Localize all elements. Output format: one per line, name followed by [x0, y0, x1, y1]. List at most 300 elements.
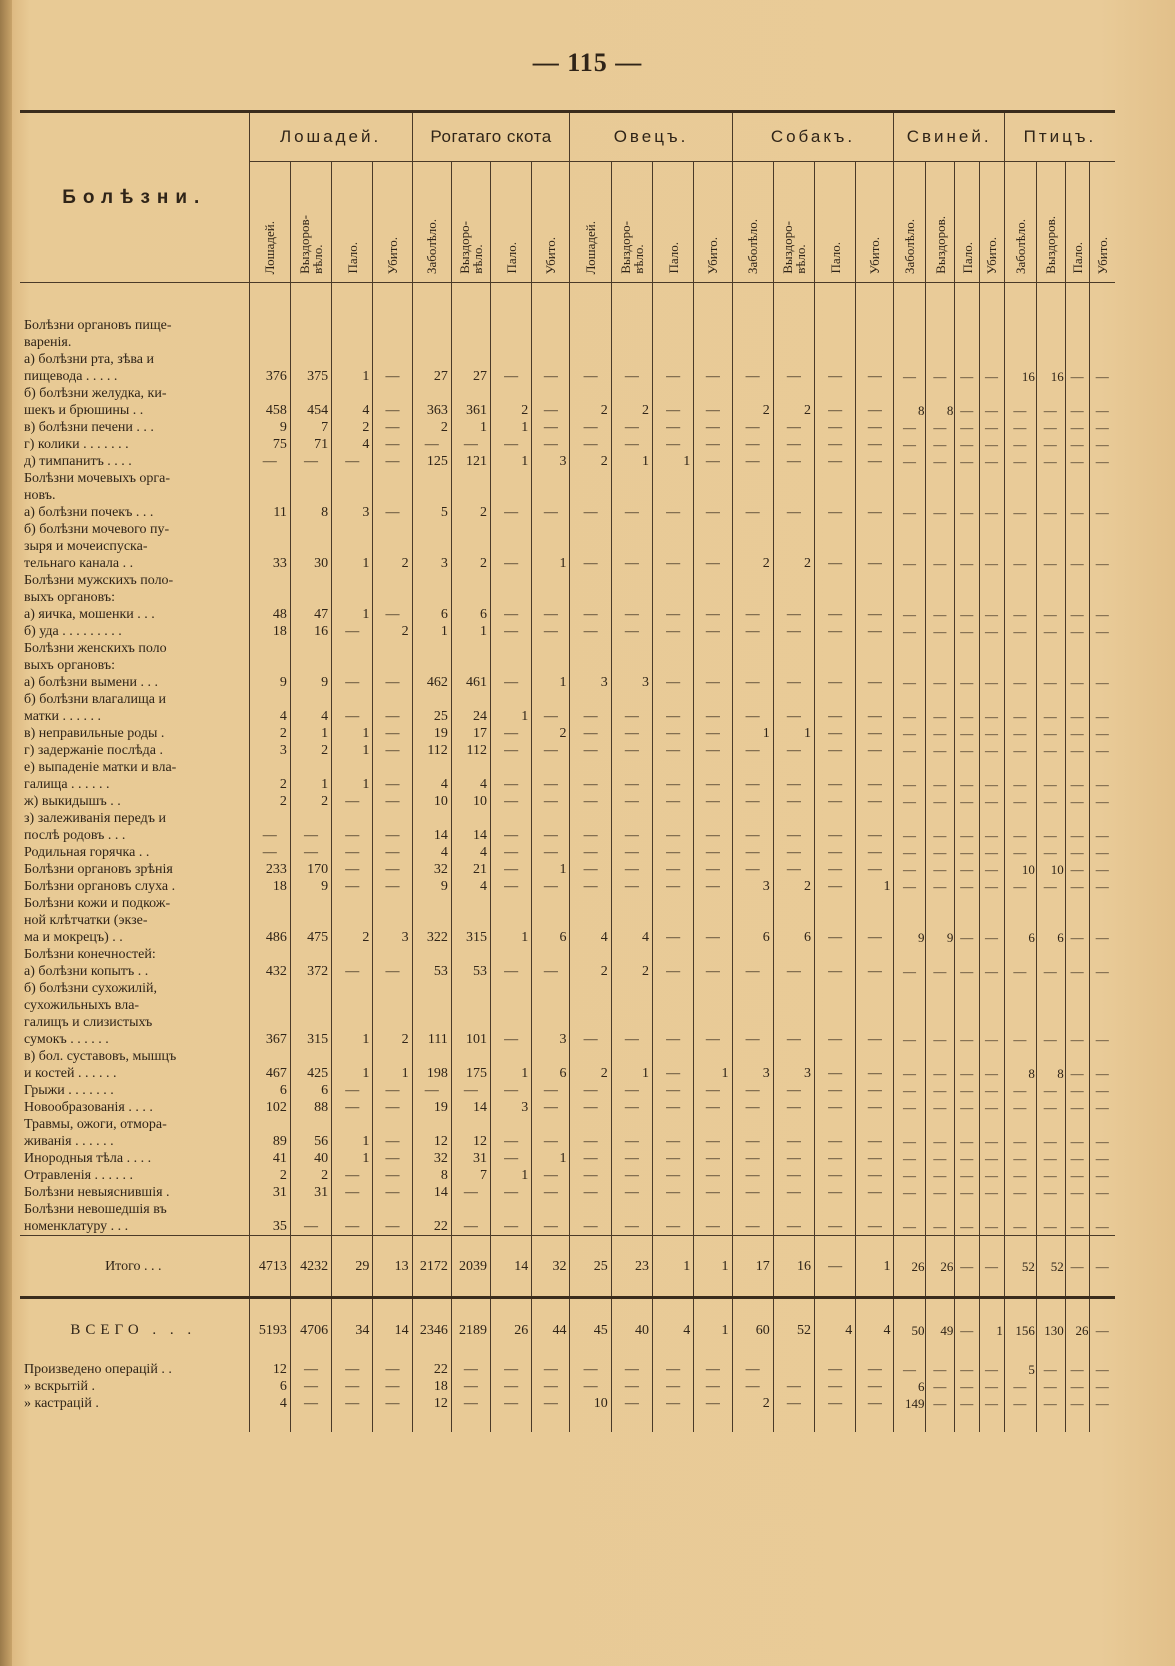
value-cell: —	[332, 844, 373, 861]
value-cell: 1	[332, 980, 373, 1048]
value-cell: 9	[249, 674, 290, 691]
value-cell: 27	[412, 351, 451, 385]
value-cell: 2	[373, 623, 412, 640]
value-cell: —	[694, 1395, 732, 1412]
disease-label: » кастрацій .	[24, 1396, 99, 1411]
value-cell: —	[694, 436, 732, 453]
value-cell: —	[856, 963, 894, 980]
value-cell: —	[926, 1201, 955, 1236]
value-cell: —	[926, 1048, 955, 1082]
value-cell: 1	[653, 1236, 694, 1298]
value-cell: 35	[249, 1201, 290, 1236]
value-cell: —	[1090, 1082, 1115, 1099]
value-cell: —	[773, 606, 814, 623]
value-cell: —	[1090, 844, 1115, 861]
value-cell: —	[1036, 623, 1065, 640]
value-cell: —	[955, 810, 980, 844]
value-cell: 11	[249, 504, 290, 521]
spacer-cell	[249, 283, 290, 318]
value-cell: —	[694, 980, 732, 1048]
value-cell	[980, 317, 1005, 351]
value-cell: —	[773, 504, 814, 521]
value-cell: 121	[451, 453, 490, 470]
value-cell	[955, 572, 980, 606]
value-cell	[926, 572, 955, 606]
disease-row	[20, 521, 1115, 572]
value-cell	[412, 946, 451, 963]
value-cell: —	[980, 1184, 1005, 1201]
value-cell: —	[773, 436, 814, 453]
value-cell: —	[373, 1361, 412, 1378]
value-cell	[694, 317, 732, 351]
value-cell: —	[653, 1378, 694, 1395]
value-cell: 17	[451, 725, 490, 742]
value-cell: —	[491, 606, 532, 623]
value-cell: —	[980, 351, 1005, 385]
value-cell: —	[451, 1201, 490, 1236]
value-cell: —	[532, 1167, 570, 1184]
value-cell: —	[926, 861, 955, 878]
value-cell: —	[926, 742, 955, 759]
value-cell: —	[290, 1378, 331, 1395]
value-cell: —	[491, 810, 532, 844]
value-cell: —	[815, 861, 856, 878]
value-cell: —	[491, 725, 532, 742]
bottom-padding-cell	[980, 1412, 1005, 1432]
value-cell: —	[570, 606, 611, 623]
value-cell: 19	[412, 725, 451, 742]
spacer-cell	[451, 283, 490, 318]
disease-row	[20, 861, 1115, 878]
value-cell: 7	[451, 1167, 490, 1184]
value-cell: 4	[412, 759, 451, 793]
disease-label: д) тимпанитъ . . . .	[24, 454, 132, 469]
value-cell: —	[926, 878, 955, 895]
value-cell: 10	[1036, 861, 1065, 878]
value-cell: —	[532, 1116, 570, 1150]
value-cell: —	[1065, 725, 1090, 742]
value-cell: —	[373, 793, 412, 810]
subcolumn-header-label: Пало.	[1070, 242, 1086, 274]
spacer-cell	[815, 283, 856, 318]
value-cell: —	[955, 419, 980, 436]
value-cell: —	[856, 1361, 894, 1378]
value-cell: 25	[570, 1236, 611, 1298]
subcolumn-header-label: Пало.	[665, 242, 681, 274]
value-cell: —	[732, 742, 773, 759]
value-cell: —	[732, 623, 773, 640]
value-cell	[1036, 640, 1065, 674]
value-cell: —	[1004, 674, 1036, 691]
spacer-cell	[894, 283, 926, 318]
value-cell: —	[980, 980, 1005, 1048]
value-cell	[412, 470, 451, 504]
disease-row	[20, 453, 1115, 470]
value-cell: —	[611, 1099, 652, 1116]
value-cell: 6	[412, 606, 451, 623]
value-cell: 1	[332, 606, 373, 623]
value-cell: —	[1090, 351, 1115, 385]
value-cell: —	[894, 759, 926, 793]
value-cell: —	[653, 521, 694, 572]
disease-label: е) выпаденіе матки и вла- галища . . . . . .	[24, 760, 177, 792]
value-cell: —	[1065, 1099, 1090, 1116]
value-cell	[451, 640, 490, 674]
value-cell	[451, 470, 490, 504]
value-cell	[894, 640, 926, 674]
value-cell: —	[290, 844, 331, 861]
value-cell: —	[532, 1395, 570, 1412]
value-cell: —	[1036, 759, 1065, 793]
value-cell: —	[815, 810, 856, 844]
value-cell: 4	[570, 895, 611, 946]
spacer-cell	[611, 283, 652, 318]
disease-row	[20, 1201, 1115, 1236]
value-cell: —	[332, 861, 373, 878]
value-cell: —	[1004, 759, 1036, 793]
subcolumn-header	[653, 162, 694, 283]
value-cell	[653, 317, 694, 351]
value-cell: 16	[773, 1236, 814, 1298]
value-cell: —	[290, 810, 331, 844]
value-cell: —	[694, 419, 732, 436]
spacer-cell	[955, 283, 980, 318]
value-cell: 4	[332, 436, 373, 453]
value-cell	[570, 946, 611, 963]
value-cell: —	[1036, 419, 1065, 436]
value-cell: —	[1090, 453, 1115, 470]
grand-total-row	[20, 1299, 1115, 1361]
value-cell: —	[532, 1099, 570, 1116]
value-cell: —	[290, 1201, 331, 1236]
value-cell: —	[1036, 963, 1065, 980]
value-cell: —	[1065, 980, 1090, 1048]
value-cell: —	[332, 878, 373, 895]
value-cell: —	[856, 793, 894, 810]
value-cell: —	[1090, 1048, 1115, 1082]
value-cell: —	[373, 385, 412, 419]
value-cell: —	[1004, 1201, 1036, 1236]
value-cell: 1	[332, 1150, 373, 1167]
value-cell: —	[491, 1201, 532, 1236]
disease-row	[20, 436, 1115, 453]
value-cell: —	[773, 963, 814, 980]
value-cell: 3	[373, 895, 412, 946]
value-cell: —	[373, 691, 412, 725]
subcolumn-header	[926, 162, 955, 283]
value-cell: 361	[451, 385, 490, 419]
disease-label: Болѣзни невошедшія въ номенклатуру . . .	[24, 1202, 167, 1234]
value-cell: —	[694, 759, 732, 793]
value-cell: —	[653, 1150, 694, 1167]
bottom-padding-cell	[815, 1412, 856, 1432]
value-cell	[926, 946, 955, 963]
value-cell: —	[570, 623, 611, 640]
value-cell: 2	[773, 385, 814, 419]
value-cell: —	[1065, 1184, 1090, 1201]
value-cell: —	[894, 521, 926, 572]
subcolumn-header-label: Выздоров- вѣло.	[296, 215, 325, 274]
value-cell: —	[926, 810, 955, 844]
value-cell: 6	[249, 1378, 290, 1395]
value-cell	[1065, 317, 1090, 351]
value-cell: —	[491, 623, 532, 640]
value-cell	[451, 946, 490, 963]
value-cell: 12	[412, 1395, 451, 1412]
value-cell: 6	[1036, 895, 1065, 946]
value-cell: —	[980, 623, 1005, 640]
value-cell: 14	[412, 810, 451, 844]
spacer-cell	[373, 283, 412, 318]
value-cell	[412, 572, 451, 606]
value-cell: —	[980, 453, 1005, 470]
value-cell: —	[1065, 810, 1090, 844]
value-cell: —	[894, 725, 926, 742]
value-cell: 50	[894, 1299, 926, 1361]
value-cell: —	[1004, 1378, 1036, 1395]
value-cell: —	[491, 742, 532, 759]
value-cell: 1	[332, 351, 373, 385]
disease-label: Болѣзни мочевыхъ орга- новъ.	[24, 471, 171, 503]
value-cell: —	[815, 1167, 856, 1184]
value-cell: —	[732, 606, 773, 623]
value-cell: —	[694, 1099, 732, 1116]
disease-row	[20, 725, 1115, 742]
subcolumn-header	[1065, 162, 1090, 283]
disease-label: Болѣзни невыяснившія .	[24, 1185, 170, 1200]
value-cell: —	[815, 385, 856, 419]
value-cell	[1090, 317, 1115, 351]
value-cell: 5193	[249, 1299, 290, 1361]
value-cell	[926, 317, 955, 351]
value-cell: —	[373, 1116, 412, 1150]
value-cell: —	[694, 674, 732, 691]
value-cell: 10	[570, 1395, 611, 1412]
disease-row	[20, 895, 1115, 946]
disease-label: б) болѣзни влагалища и матки . . . . . .	[24, 692, 166, 724]
value-cell	[894, 317, 926, 351]
value-cell: —	[856, 810, 894, 844]
value-cell: —	[532, 606, 570, 623]
value-cell	[491, 946, 532, 963]
value-cell: —	[570, 725, 611, 742]
value-cell: 2	[570, 963, 611, 980]
value-cell: —	[815, 1150, 856, 1167]
bottom-padding-cell	[1036, 1412, 1065, 1432]
value-cell: —	[451, 1361, 490, 1378]
value-cell: 3	[611, 674, 652, 691]
value-cell: —	[894, 674, 926, 691]
disease-label: з) залеживанія передъ и послѣ родовъ . . .	[24, 811, 166, 843]
value-cell: —	[955, 793, 980, 810]
value-cell: —	[955, 878, 980, 895]
value-cell: —	[1090, 436, 1115, 453]
value-cell: —	[926, 1099, 955, 1116]
value-cell: —	[653, 1099, 694, 1116]
disease-label: а) болѣзни почекъ . . .	[24, 505, 154, 520]
value-cell: —	[491, 980, 532, 1048]
value-cell: —	[894, 606, 926, 623]
subcolumn-header	[1090, 162, 1115, 283]
bottom-padding-cell	[570, 1412, 611, 1432]
value-cell: 2039	[451, 1236, 490, 1298]
value-cell: 32	[532, 1236, 570, 1298]
disease-row	[20, 1116, 1115, 1150]
subcolumn-header	[1036, 162, 1065, 283]
value-cell: —	[815, 521, 856, 572]
value-cell: —	[653, 793, 694, 810]
value-cell: —	[732, 963, 773, 980]
value-cell: —	[955, 1299, 980, 1361]
value-cell: 71	[290, 436, 331, 453]
value-cell: —	[1090, 1167, 1115, 1184]
subcolumn-header	[1004, 162, 1036, 283]
disease-label: Болѣзни конечностей:	[24, 947, 156, 962]
value-cell: 10	[451, 793, 490, 810]
spacer-row	[20, 283, 1115, 318]
value-cell: 1	[694, 1236, 732, 1298]
subcolumn-header	[491, 162, 532, 283]
value-cell: —	[611, 623, 652, 640]
value-cell: 1	[856, 1236, 894, 1298]
disease-label: Новообразованія . . . .	[24, 1100, 153, 1115]
value-cell	[653, 572, 694, 606]
value-cell: 52	[1036, 1236, 1065, 1298]
value-cell: —	[491, 674, 532, 691]
value-cell	[653, 946, 694, 963]
value-cell	[412, 640, 451, 674]
value-cell: —	[980, 1378, 1005, 1395]
value-cell: —	[1065, 606, 1090, 623]
disease-row	[20, 1150, 1115, 1167]
value-cell: 3	[732, 878, 773, 895]
value-cell: 2	[290, 742, 331, 759]
value-cell: 1	[332, 759, 373, 793]
value-cell	[491, 317, 532, 351]
value-cell: —	[732, 1378, 773, 1395]
value-cell: 56	[290, 1116, 331, 1150]
value-cell	[773, 470, 814, 504]
value-cell: —	[611, 742, 652, 759]
bottom-padding-cell	[955, 1412, 980, 1432]
value-cell: 3	[570, 674, 611, 691]
value-cell: 1	[532, 674, 570, 691]
value-cell: —	[373, 844, 412, 861]
bottom-padding-label	[20, 1412, 249, 1432]
value-cell: —	[570, 1378, 611, 1395]
value-cell: 49	[926, 1299, 955, 1361]
value-cell	[249, 640, 290, 674]
value-cell: —	[856, 691, 894, 725]
value-cell: —	[773, 1116, 814, 1150]
value-cell: —	[980, 691, 1005, 725]
value-cell: —	[653, 1082, 694, 1099]
value-cell: —	[955, 742, 980, 759]
value-cell: —	[570, 742, 611, 759]
value-cell	[491, 470, 532, 504]
value-cell	[773, 572, 814, 606]
disease-label: б) болѣзни мочевого пу- зыря и мочеиспуска- тельнаго канала . .	[24, 522, 170, 571]
value-cell	[815, 572, 856, 606]
value-cell: —	[694, 1082, 732, 1099]
value-cell: —	[570, 1167, 611, 1184]
value-cell	[611, 946, 652, 963]
value-cell: 4	[451, 844, 490, 861]
value-cell: 12	[412, 1116, 451, 1150]
value-cell: —	[611, 1361, 652, 1378]
disease-label: б) болѣзни желудка, ки- шекъ и брюшины . .	[24, 386, 167, 418]
value-cell	[980, 470, 1005, 504]
value-cell: —	[412, 436, 451, 453]
value-cell: —	[773, 1395, 814, 1412]
value-cell: —	[532, 742, 570, 759]
animal-group-header: Птицъ.	[1004, 113, 1115, 162]
value-cell: 3	[532, 453, 570, 470]
value-cell: 3	[332, 504, 373, 521]
operations-row	[20, 1378, 1115, 1395]
section-heading-row	[20, 640, 1115, 674]
value-cell: —	[894, 436, 926, 453]
value-cell: —	[732, 844, 773, 861]
disease-label: Родильная горячка . .	[24, 845, 150, 860]
value-cell: —	[373, 1378, 412, 1395]
value-cell	[611, 640, 652, 674]
value-cell: —	[926, 844, 955, 861]
value-cell: —	[694, 1201, 732, 1236]
value-cell: 60	[732, 1299, 773, 1361]
value-cell	[955, 640, 980, 674]
value-cell: —	[373, 861, 412, 878]
spacer-cell	[773, 283, 814, 318]
disease-label: Болѣзни органовъ пище- вaренія.	[24, 318, 172, 350]
value-cell: 26	[1065, 1299, 1090, 1361]
value-cell: 1	[491, 419, 532, 436]
value-cell: 32	[412, 861, 451, 878]
value-cell: —	[894, 844, 926, 861]
value-cell: —	[856, 1395, 894, 1412]
value-cell: —	[570, 759, 611, 793]
value-cell: —	[451, 1184, 490, 1201]
value-cell: 10	[412, 793, 451, 810]
bottom-padding-cell	[412, 1412, 451, 1432]
value-cell: —	[570, 793, 611, 810]
disease-label: ж) выкидышъ . .	[24, 794, 121, 809]
value-cell	[451, 572, 490, 606]
value-cell: —	[856, 980, 894, 1048]
value-cell: —	[894, 1201, 926, 1236]
value-cell: 29	[332, 1236, 373, 1298]
value-cell: —	[926, 606, 955, 623]
disease-row	[20, 504, 1115, 521]
value-cell: —	[1036, 844, 1065, 861]
value-cell: 454	[290, 385, 331, 419]
value-cell: —	[955, 1184, 980, 1201]
subcolumn-header	[290, 162, 331, 283]
value-cell: —	[732, 1099, 773, 1116]
value-cell: 40	[290, 1150, 331, 1167]
value-cell	[611, 572, 652, 606]
value-cell: —	[653, 963, 694, 980]
disease-row	[20, 980, 1115, 1048]
value-cell: —	[373, 1395, 412, 1412]
value-cell: —	[926, 1361, 955, 1378]
value-cell: 156	[1004, 1299, 1036, 1361]
value-cell: —	[1036, 742, 1065, 759]
subcolumn-header	[451, 162, 490, 283]
value-cell: —	[653, 742, 694, 759]
value-cell	[332, 317, 373, 351]
value-cell: —	[1036, 1150, 1065, 1167]
